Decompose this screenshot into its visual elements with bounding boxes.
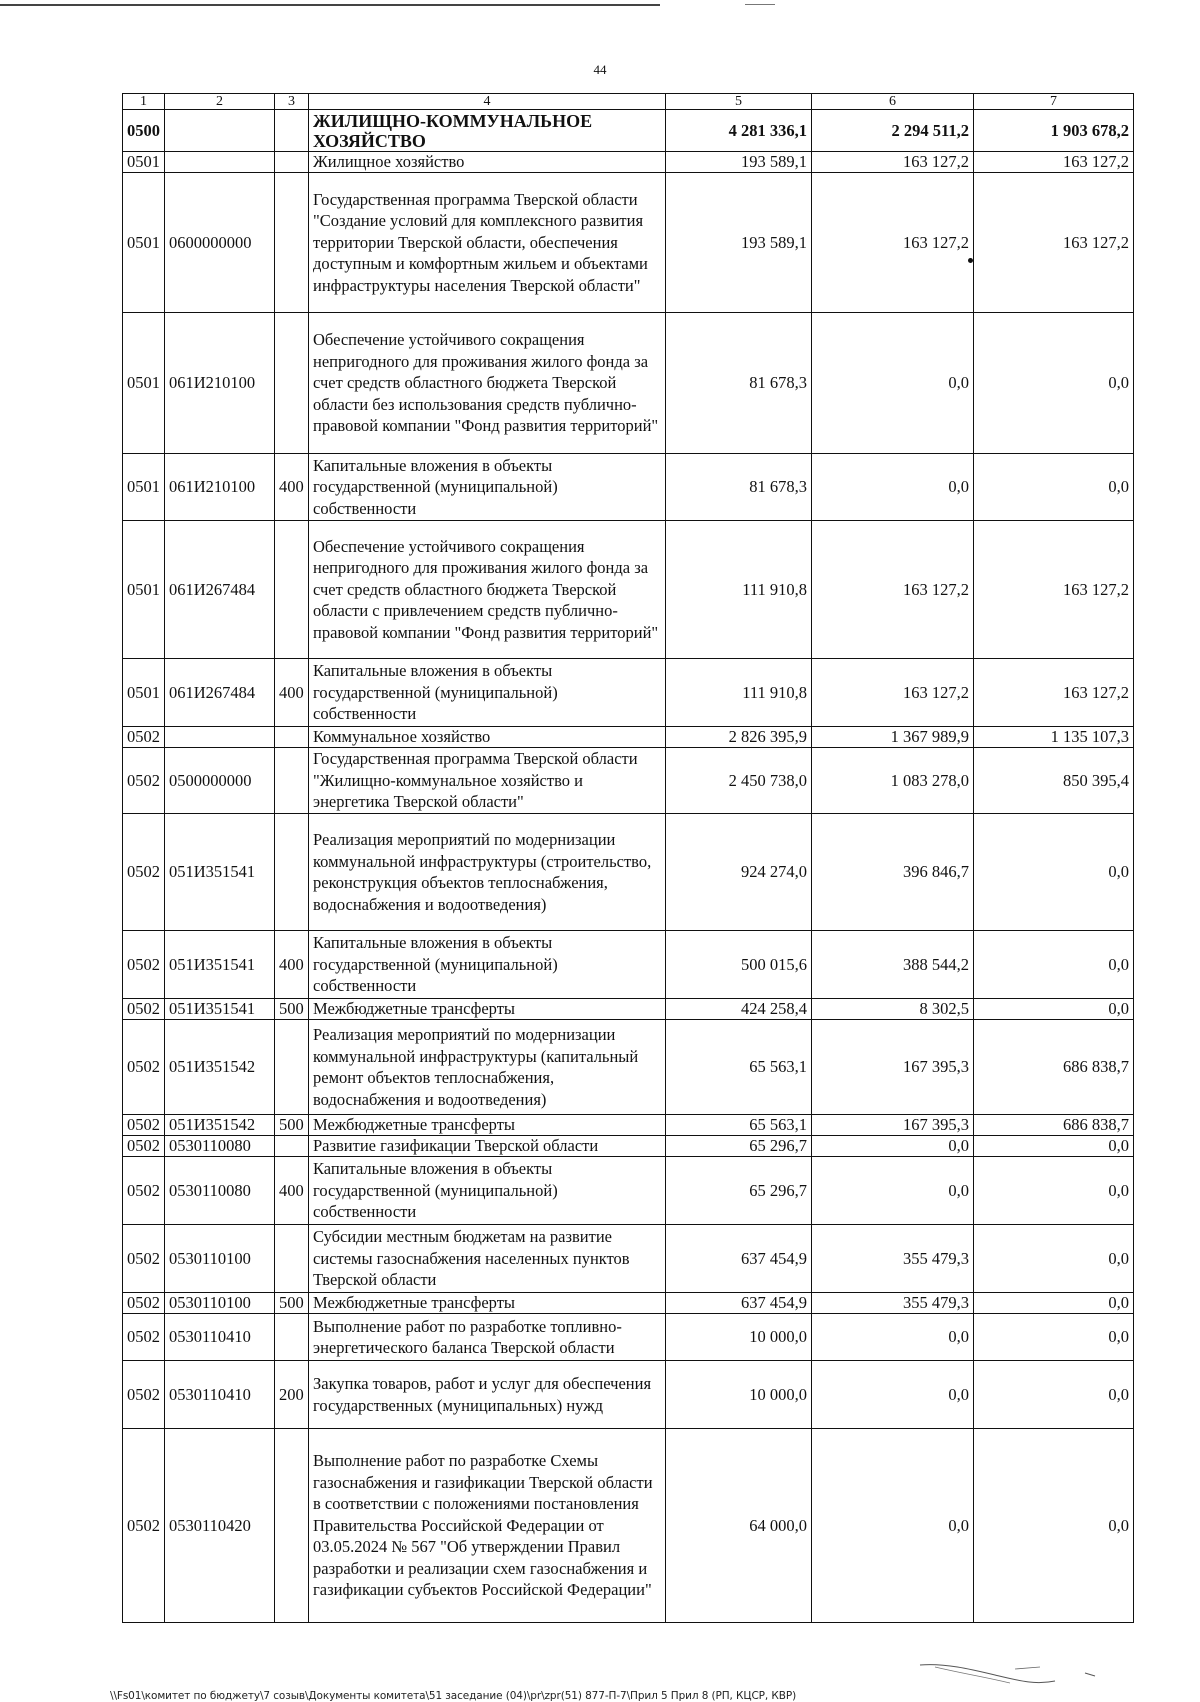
amount-col-6: 355 479,3 (812, 1225, 974, 1293)
amount-col-7: 0,0 (974, 1157, 1134, 1225)
amount-col-5: 637 454,9 (666, 1225, 812, 1293)
table-row (123, 1157, 1134, 1225)
expense-type-code: 400 (275, 454, 309, 521)
target-article-code: 0600000000 (165, 173, 275, 313)
item-name: ЖИЛИЩНО-КОММУНАЛЬНОЕ ХОЗЯЙСТВО (309, 110, 666, 152)
table-row (123, 110, 1134, 152)
amount-col-5: 111 910,8 (666, 659, 812, 727)
footer-file-path: \\Fs01\комитет по бюджету\7 созыв\Документы комитета\51 заседание (04)\pr\zpr(51) 877-П-7\Прил 5 Прил 8 (РП, КЦСР, КВР) (110, 1690, 797, 1702)
amount-col-7: 686 838,7 (974, 1115, 1134, 1136)
target-article-code: 0530110100 (165, 1225, 275, 1293)
section-code: 0502 (123, 1314, 165, 1361)
amount-col-5: 10 000,0 (666, 1361, 812, 1429)
amount-col-6: 8 302,5 (812, 999, 974, 1020)
section-code: 0502 (123, 748, 165, 814)
section-code: 0502 (123, 1136, 165, 1157)
amount-col-6: 396 846,7 (812, 814, 974, 931)
amount-col-7: 0,0 (974, 1225, 1134, 1293)
table-row (123, 173, 1134, 313)
amount-col-7: 0,0 (974, 454, 1134, 521)
amount-col-5: 4 281 336,1 (666, 110, 812, 152)
table-row (123, 454, 1134, 521)
amount-col-7: 163 127,2 (974, 173, 1134, 313)
amount-col-7: 0,0 (974, 931, 1134, 999)
amount-col-5: 65 296,7 (666, 1157, 812, 1225)
amount-col-7: 0,0 (974, 999, 1134, 1020)
amount-col-6: 0,0 (812, 1361, 974, 1429)
amount-col-5: 193 589,1 (666, 173, 812, 313)
item-name: Межбюджетные трансферты (309, 1115, 666, 1136)
expense-type-code (275, 173, 309, 313)
amount-col-5: 81 678,3 (666, 454, 812, 521)
amount-col-6: 355 479,3 (812, 1293, 974, 1314)
item-name: Закупка товаров, работ и услуг для обеспечения государственных (муниципальных) нужд (309, 1361, 666, 1429)
expense-type-code (275, 110, 309, 152)
item-name: Жилищное хозяйство (309, 152, 666, 173)
table-row (123, 1361, 1134, 1429)
header-col-7: 7 (974, 94, 1134, 110)
expense-type-code (275, 1314, 309, 1361)
table-row (123, 1314, 1134, 1361)
header-col-3: 3 (275, 94, 309, 110)
table-row (123, 1020, 1134, 1115)
amount-col-7: 0,0 (974, 1429, 1134, 1623)
section-code: 0502 (123, 814, 165, 931)
item-name: Развитие газификации Тверской области (309, 1136, 666, 1157)
amount-col-5: 424 258,4 (666, 999, 812, 1020)
item-name: Капитальные вложения в объекты государственной (муниципальной) собственности (309, 659, 666, 727)
amount-col-7: 0,0 (974, 1361, 1134, 1429)
target-article-code (165, 727, 275, 748)
item-name: Межбюджетные трансферты (309, 1293, 666, 1314)
amount-col-6: 388 544,2 (812, 931, 974, 999)
item-name: Субсидии местным бюджетам на развитие системы газоснабжения населенных пунктов Тверской области (309, 1225, 666, 1293)
expense-type-code (275, 152, 309, 173)
item-name: Коммунальное хозяйство (309, 727, 666, 748)
item-name: Реализация мероприятий по модернизации коммунальной инфраструктуры (капитальный ремонт объектов теплоснабжения, водоснабжения и водоотведения) (309, 1020, 666, 1115)
target-article-code: 051И351541 (165, 931, 275, 999)
amount-col-5: 2 826 395,9 (666, 727, 812, 748)
amount-col-6: 0,0 (812, 454, 974, 521)
header-col-2: 2 (165, 94, 275, 110)
expense-type-code: 500 (275, 999, 309, 1020)
amount-col-7: 163 127,2 (974, 521, 1134, 659)
header-col-1: 1 (123, 94, 165, 110)
expense-type-code: 500 (275, 1115, 309, 1136)
table-row (123, 152, 1134, 173)
amount-col-7: 0,0 (974, 1293, 1134, 1314)
amount-col-7: 163 127,2 (974, 152, 1134, 173)
amount-col-7: 850 395,4 (974, 748, 1134, 814)
target-article-code: 0530110410 (165, 1361, 275, 1429)
target-article-code: 051И351542 (165, 1115, 275, 1136)
table-row (123, 748, 1134, 814)
amount-col-7: 686 838,7 (974, 1020, 1134, 1115)
section-code: 0502 (123, 1020, 165, 1115)
expense-type-code (275, 313, 309, 454)
amount-col-5: 10 000,0 (666, 1314, 812, 1361)
amount-col-6: 0,0 (812, 313, 974, 454)
amount-col-5: 500 015,6 (666, 931, 812, 999)
amount-col-6: 0,0 (812, 1157, 974, 1225)
amount-col-6: 0,0 (812, 1314, 974, 1361)
target-article-code: 061И210100 (165, 313, 275, 454)
section-code: 0502 (123, 1225, 165, 1293)
item-name: Государственная программа Тверской области "Жилищно-коммунальное хозяйство и энергетика Тверской области" (309, 748, 666, 814)
amount-col-6: 1 083 278,0 (812, 748, 974, 814)
amount-col-5: 111 910,8 (666, 521, 812, 659)
target-article-code: 051И351541 (165, 814, 275, 931)
expense-type-code (275, 1225, 309, 1293)
expense-type-code (275, 748, 309, 814)
target-article-code: 0500000000 (165, 748, 275, 814)
target-article-code: 061И267484 (165, 659, 275, 727)
section-code: 0502 (123, 1157, 165, 1225)
amount-col-5: 2 450 738,0 (666, 748, 812, 814)
table-row (123, 1136, 1134, 1157)
header-col-5: 5 (666, 94, 812, 110)
table-row (123, 999, 1134, 1020)
amount-col-7: 0,0 (974, 1314, 1134, 1361)
amount-col-6: 163 127,2 (812, 152, 974, 173)
item-name: Капитальные вложения в объекты государственной (муниципальной) собственности (309, 931, 666, 999)
expense-type-code: 400 (275, 659, 309, 727)
section-code: 0501 (123, 454, 165, 521)
amount-col-7: 1 135 107,3 (974, 727, 1134, 748)
section-code: 0502 (123, 999, 165, 1020)
expense-type-code (275, 1136, 309, 1157)
table-row (123, 1293, 1134, 1314)
table-row (123, 1429, 1134, 1623)
item-name: Капитальные вложения в объекты государственной (муниципальной) собственности (309, 1157, 666, 1225)
amount-col-6: 1 367 989,9 (812, 727, 974, 748)
expense-type-code: 400 (275, 931, 309, 999)
section-code: 0500 (123, 110, 165, 152)
amount-col-7: 0,0 (974, 814, 1134, 931)
table-row (123, 727, 1134, 748)
target-article-code (165, 110, 275, 152)
amount-col-6: 163 127,2 (812, 659, 974, 727)
item-name: Выполнение работ по разработке Схемы газоснабжения и газификации Тверской области в соответствии с положениями постановления Правительства Российской Федерации от 03.05.2024 № 567 "Об утверждении Правил разработки и реализации схем газоснабжения и газификации субъектов Российской Федерации" (309, 1429, 666, 1623)
expense-type-code (275, 1429, 309, 1623)
section-code: 0501 (123, 521, 165, 659)
amount-col-6: 167 395,3 (812, 1020, 974, 1115)
target-article-code: 0530110420 (165, 1429, 275, 1623)
amount-col-6: 2 294 511,2 (812, 110, 974, 152)
expense-type-code: 200 (275, 1361, 309, 1429)
table-row (123, 1225, 1134, 1293)
amount-col-6: 163 127,2 (812, 173, 974, 313)
amount-col-6: 0,0 (812, 1429, 974, 1623)
item-name: Государственная программа Тверской области "Создание условий для комплексного развития территории Тверской области, обеспечения доступным и комфортным жильем и объектами инфраструктуры населения Тверской области" (309, 173, 666, 313)
top-border-line (0, 4, 660, 6)
target-article-code: 0530110080 (165, 1136, 275, 1157)
expense-type-code (275, 814, 309, 931)
table-row (123, 1115, 1134, 1136)
item-name: Капитальные вложения в объекты государственной (муниципальной) собственности (309, 454, 666, 521)
budget-table (122, 93, 1134, 1623)
expense-type-code (275, 521, 309, 659)
target-article-code: 051И351541 (165, 999, 275, 1020)
section-code: 0501 (123, 313, 165, 454)
amount-col-5: 637 454,9 (666, 1293, 812, 1314)
target-article-code: 0530110080 (165, 1157, 275, 1225)
section-code: 0502 (123, 727, 165, 748)
section-code: 0502 (123, 1429, 165, 1623)
table-row (123, 814, 1134, 931)
expense-type-code: 400 (275, 1157, 309, 1225)
amount-col-5: 193 589,1 (666, 152, 812, 173)
item-name: Обеспечение устойчивого сокращения непригодного для проживания жилого фонда за счет средств областного бюджета Тверской области с привлечением средств публично-правовой компании "Фонд развития территорий" (309, 521, 666, 659)
target-article-code: 051И351542 (165, 1020, 275, 1115)
expense-type-code (275, 1020, 309, 1115)
page-number: 44 (593, 62, 607, 77)
item-name: Реализация мероприятий по модернизации коммунальной инфраструктуры (строительство, реконструкция объектов теплоснабжения, водоснабжения и водоотведения) (309, 814, 666, 931)
table-row (123, 521, 1134, 659)
header-row (123, 94, 1134, 110)
amount-col-7: 0,0 (974, 1136, 1134, 1157)
amount-col-6: 0,0 (812, 1136, 974, 1157)
amount-col-5: 65 296,7 (666, 1136, 812, 1157)
section-code: 0502 (123, 1293, 165, 1314)
target-article-code: 061И210100 (165, 454, 275, 521)
amount-col-7: 1 903 678,2 (974, 110, 1134, 152)
amount-col-7: 163 127,2 (974, 659, 1134, 727)
header-col-6: 6 (812, 94, 974, 110)
header-col-4: 4 (309, 94, 666, 110)
top-border-mark (745, 4, 775, 5)
expense-type-code: 500 (275, 1293, 309, 1314)
section-code: 0502 (123, 931, 165, 999)
table-row (123, 659, 1134, 727)
target-article-code: 0530110410 (165, 1314, 275, 1361)
expense-type-code (275, 727, 309, 748)
amount-col-5: 65 563,1 (666, 1020, 812, 1115)
amount-col-5: 81 678,3 (666, 313, 812, 454)
signature-scribble (915, 1655, 1105, 1695)
section-code: 0501 (123, 659, 165, 727)
amount-col-5: 65 563,1 (666, 1115, 812, 1136)
amount-col-7: 0,0 (974, 313, 1134, 454)
amount-col-5: 924 274,0 (666, 814, 812, 931)
item-name: Межбюджетные трансферты (309, 999, 666, 1020)
item-name: Выполнение работ по разработке топливно-энергетического баланса Тверской области (309, 1314, 666, 1361)
amount-col-6: 163 127,2 (812, 521, 974, 659)
amount-col-6: 167 395,3 (812, 1115, 974, 1136)
table-row (123, 313, 1134, 454)
target-article-code: 0530110100 (165, 1293, 275, 1314)
table-row (123, 931, 1134, 999)
target-article-code (165, 152, 275, 173)
section-code: 0501 (123, 152, 165, 173)
amount-col-5: 64 000,0 (666, 1429, 812, 1623)
target-article-code: 061И267484 (165, 521, 275, 659)
item-name: Обеспечение устойчивого сокращения непригодного для проживания жилого фонда за счет средств областного бюджета Тверской области без использования средств публично-правовой компании "Фонд развития территорий" (309, 313, 666, 454)
section-code: 0502 (123, 1115, 165, 1136)
section-code: 0501 (123, 173, 165, 313)
section-code: 0502 (123, 1361, 165, 1429)
stray-dot-mark (968, 258, 973, 263)
